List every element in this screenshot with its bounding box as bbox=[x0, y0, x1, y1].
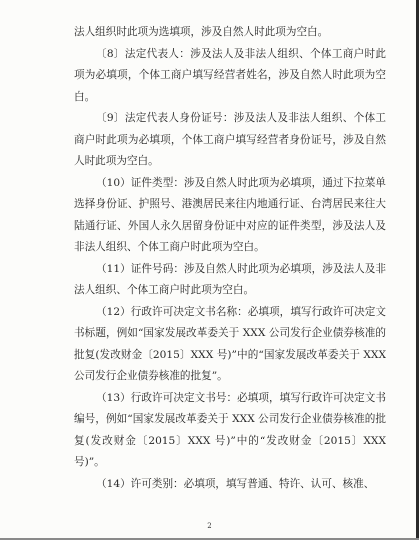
paragraph-item-8: 〔8〕法定代表人：涉及法人及非法人组织、个体工商户时此项为必填项，个体工商户填写经营者姓名，涉及自然人时此项为空白。 bbox=[74, 47, 386, 103]
paragraph-item-14: （14）许可类别：必填项，填写普通、特许、认可、核准、 bbox=[96, 477, 375, 490]
paragraph-item-10: （10）证件类型：涉及自然人时此项为必填项，通过下拉菜单选择身份证、护照号、港澳居民来往内地通行证、台湾居民来往大陆通行证、外国人永久居留身份证中对应的证件类型，涉及法人及非法人组织、个体工商户时此项为空白。 bbox=[74, 176, 386, 253]
paragraph-continuation: 法人组织时此项为选填项，涉及自然人时此项为空白。 bbox=[74, 26, 329, 38]
paragraph-item-12: （12）行政许可决定文书名称：必填项，填写行政许可决定文书标题，例如“国家发展改革委关于 XXX 公司发行企业债券核准的批复(发改财金〔2015〕XXX 号)”中的“国家发展改革委关于 XXX 公司发行企业债券核准的批复”。 bbox=[74, 305, 386, 382]
page-number: 2 bbox=[207, 522, 212, 530]
document-body bbox=[74, 0, 386, 495]
paragraph-item-11: （11）证件号码：涉及自然人时此项为必填项，涉及法人及非法人组织、个体工商户时此项为空白。 bbox=[74, 262, 386, 296]
paragraph-item-13: （13）行政许可决定文书号：必填项，填写行政许可决定文书编号，例如“国家发展改革委关于 XXX 公司发行企业债券核准的批复(发改财金〔2015〕XXX 号)”中的“发改财金〔2015〕XXX 号)”。 bbox=[74, 391, 386, 468]
paragraph-item-9: 〔9〕法定代表人身份证号：涉及法人及非法人组织、个体工商户时此项为必填项，个体工商户填写经营者身份证号，涉及自然人时此项为空白。 bbox=[74, 112, 386, 167]
